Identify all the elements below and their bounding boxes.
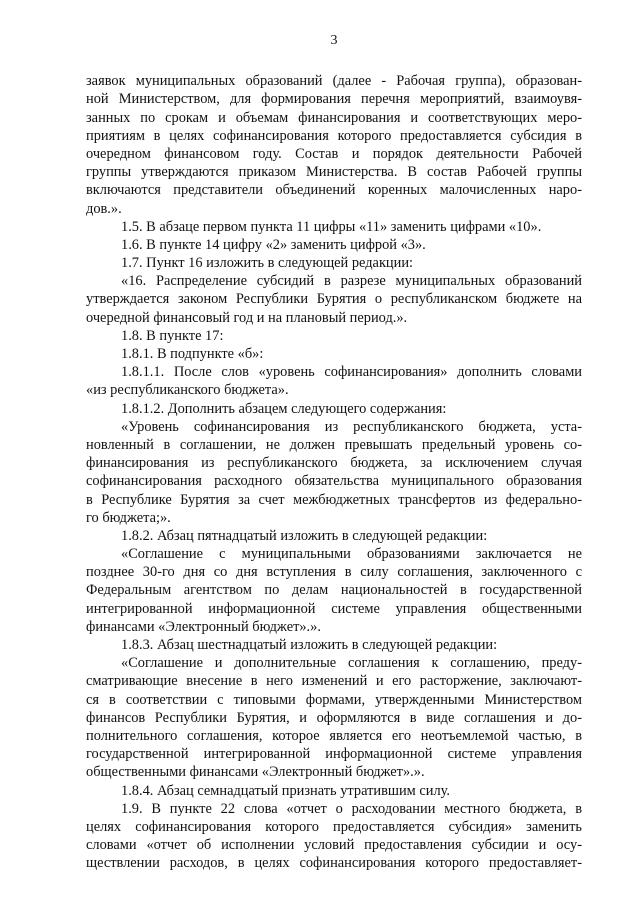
text-line: полнительного соглашения, которое является его неотъемлемой частью, в [86,727,582,744]
text-line: финансов Республики Бурятия, и оформляются в виде соглашения и до- [86,709,582,726]
text-line: занных по срокам и объемам финансирования и соответствующих меро- [86,109,582,126]
text-line: ной Министерством, для формирования перечня мероприятий, взаимоувя- [86,91,582,108]
text-line: финансирования из республиканского бюджета, за исключением случая [86,455,582,472]
text-line: 1.8.3. Абзац шестнадцатый изложить в следующей редакции: [121,637,498,654]
document-text [86,72,582,872]
text-line: словами «отчет об исполнении условий предоставления субсидии и осу- [86,837,582,854]
text-line: государственной интегрированной информационной системе управления [86,746,582,763]
page-number: 3 [330,33,338,48]
text-line: 1.8.1. В подпункте «б»: [121,346,264,363]
text-line: 1.8. В пункте 17: [121,327,224,344]
text-line: ся в соответствии с типовыми формами, утвержденными Министерством [86,691,582,708]
text-line: группы утверждаются приказом Министерства. В состав Рабочей группы [86,164,582,181]
text-line: в Республике Бурятия за счет межбюджетных трансфертов из федерально- [86,491,582,508]
text-line: интегрированной информационной системе управления общественными [86,600,582,617]
text-line: 1.8.2. Абзац пятнадцатый изложить в следующей редакции: [121,527,488,544]
text-line: новленный в соглашении, не должен превышать предельный уровень со- [86,436,582,453]
text-line: «из республиканского бюджета». [86,382,289,399]
text-line: позднее 30-го дня со дня вступления в силу соглашения, заключенного с [86,564,582,581]
text-line: общественными финансами «Электронный бюджет».». [86,764,425,781]
text-line: «Соглашение и дополнительные соглашения к соглашению, преду- [121,655,582,672]
text-line: «16. Распределение субсидий в разрезе муниципальных образований [121,273,582,290]
text-line: 1.6. В пункте 14 цифру «2» заменить цифрой «3». [121,236,426,253]
text-line: утверждается законом Республики Бурятия о республиканском бюджете на [86,291,582,308]
text-line: сматривающие внесение в него изменений и его расторжение, заключают- [86,673,582,690]
text-line: очередной финансовый год и на плановый период.». [86,309,408,326]
text-line: ществлении расходов, в целях софинансирования которого предоставляет- [86,855,582,872]
text-line: 1.9. В пункте 22 слова «отчет о расходовании местного бюджета, в [121,800,582,817]
text-line: приятиям в целях софинансирования которого предоставляется субсидия в [86,127,582,144]
text-line: го бюджета;». [86,509,171,526]
text-line: «Уровень софинансирования из республиканского бюджета, уста- [121,418,582,435]
text-line: «Соглашение с муниципальными образованиями заключается не [121,546,582,563]
text-line: 1.7. Пункт 16 изложить в следующей редакции: [121,255,414,272]
text-line: финансами «Электронный бюджет».». [86,618,321,635]
text-line: включаются представители объединений коренных малочисленных наро- [86,182,582,199]
text-line: заявок муниципальных образований (далее - Рабочая группа), образован- [86,73,582,90]
text-line: 1.8.1.2. Дополнить абзацем следующего содержания: [121,400,447,417]
text-line: дов.». [86,200,122,217]
text-line: очередном финансовом году. Состав и порядок деятельности Рабочей [86,145,582,162]
text-line: Федеральным агентством по делам национальностей в государственной [86,582,582,599]
text-line: целях софинансирования которого предоставляется субсидия» заменить [86,818,582,835]
text-line: 1.8.4. Абзац семнадцатый признать утратившим силу. [121,782,450,799]
text-line: 1.5. В абзаце первом пункта 11 цифры «11» заменить цифрами «10». [121,218,542,235]
text-line: 1.8.1.1. После слов «уровень софинансирования» дополнить словами [121,364,582,381]
text-line: софинансирования расходного обязательства муниципального образования [86,473,582,490]
